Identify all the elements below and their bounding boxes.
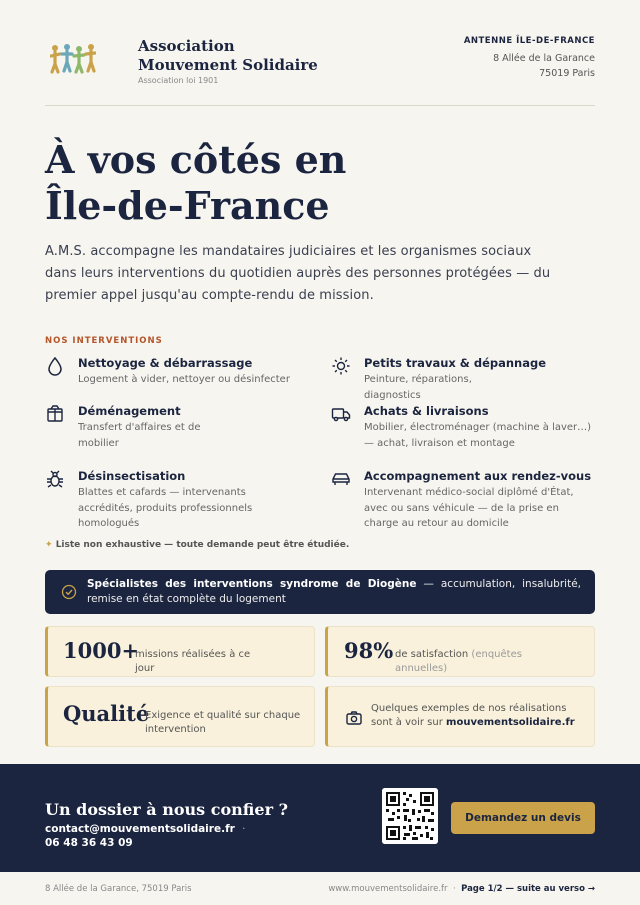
stat-label-muted: (enquêtes annuelles): [395, 649, 522, 674]
box-icon: [45, 404, 65, 424]
banner-text: [87, 577, 581, 607]
car-icon: [331, 469, 351, 489]
truck-icon: [331, 404, 351, 424]
check-circle-icon: [61, 584, 77, 600]
page-indicator: Page 1/2 — suite au verso →: [461, 884, 595, 894]
stat-card-examples: [325, 686, 595, 747]
contact-email[interactable]: contact@mouvementsolidaire.fr: [45, 823, 235, 835]
cta-contact: [45, 823, 245, 835]
org-subtitle: Association loi 1901: [138, 76, 219, 85]
service-title: Nettoyage & débarrassage: [78, 356, 253, 370]
footer-website[interactable]: www.mouvementsolidaire.fr: [328, 884, 448, 894]
qr-code-icon[interactable]: [382, 788, 438, 844]
banner-bold: Spécialistes des interventions syndrome de Diogène: [87, 578, 417, 590]
org-name: [138, 37, 338, 75]
service-desc: Intervenant médico-social diplômé d'État, avec ou sans véhicule — de la prise en charge au retour au domicile: [364, 487, 574, 529]
title-line1: À vos côtés en: [45, 137, 347, 182]
contact-phone[interactable]: 06 48 36 43 09: [45, 837, 133, 849]
separator: ·: [242, 823, 246, 835]
stat-card-missions: [45, 626, 315, 677]
footer-address: 8 Allée de la Garance, 75019 Paris: [45, 884, 192, 894]
stat-label: [371, 702, 581, 730]
org-name-line1: Association: [138, 37, 235, 55]
stat-value: Qualité: [63, 701, 150, 726]
diogenes-banner: [45, 570, 595, 614]
bug-icon: [45, 469, 65, 489]
footer-separator: ·: [452, 884, 456, 894]
service-title: Déménagement: [78, 404, 181, 418]
service-desc: Mobilier, électroménager (machine à laver…) — achat, livraison et montage: [364, 422, 592, 449]
stat-label: Exigence et qualité sur chaque intervention: [145, 710, 301, 735]
address-line2: 75019 Paris: [539, 68, 595, 79]
service-title: Achats & livraisons: [364, 404, 489, 418]
intro-paragraph: A.M.S. accompagne les mandataires judiciaires et les organismes sociaux dans leurs interventions du quotidien auprès des personnes protégées — du premier appel jusqu'au compte-rendu de mission.: [45, 244, 551, 303]
header-divider: [45, 105, 595, 106]
drop-icon: [45, 356, 65, 376]
request-quote-button[interactable]: Demandez un devis: [451, 802, 595, 834]
antenne-label: ANTENNE ÎLE-DE-FRANCE: [463, 36, 595, 46]
stat-label-main: Quelques exemples de nos réalisations sont à voir sur: [371, 703, 567, 728]
stat-value: 98%: [344, 638, 394, 663]
sun-icon: [331, 356, 351, 376]
banner-rest: — accumulation, insalubrité, remise en état complète du logement: [87, 578, 581, 605]
service-title: Petits travaux & dépannage: [364, 356, 547, 370]
note-text: Liste non exhaustive — toute demande peut être étudiée.: [55, 540, 350, 550]
address-line1: 8 Allée de la Garance: [493, 53, 595, 64]
page-title: [45, 137, 605, 229]
logo-people-icon: [50, 42, 96, 76]
service-desc: Logement à vider, nettoyer ou désinfecter: [78, 374, 290, 385]
service-desc: Peinture, réparations, diagnostics: [364, 374, 472, 401]
service-title: Désinsectisation: [78, 469, 186, 483]
stat-card-satisfaction: [325, 626, 595, 677]
service-desc: Blattes et cafards — intervenants accrédités, produits professionnels homologués: [78, 487, 253, 529]
org-name-line2: Mouvement Solidaire: [138, 56, 318, 74]
services-note: [45, 540, 349, 550]
cta-title: Un dossier à nous confier ?: [45, 800, 288, 819]
stat-card-quality: [45, 686, 315, 747]
stat-value: 1000+: [63, 638, 140, 663]
service-desc: Transfert d'affaires et de mobilier: [78, 422, 201, 449]
stat-label: missions réalisées à ce jour: [135, 649, 251, 674]
title-line2: Île-de-France: [45, 183, 330, 228]
stat-label: [395, 648, 565, 676]
star-icon: ✦: [45, 540, 53, 550]
stat-label-main: de satisfaction: [395, 649, 469, 660]
website-link[interactable]: mouvementsolidaire.fr: [446, 717, 575, 728]
camera-icon: [345, 709, 363, 727]
services-heading: NOS INTERVENTIONS: [45, 336, 163, 346]
letterhead: [45, 32, 595, 92]
service-title: Accompagnement aux rendez-vous: [364, 469, 592, 483]
footer-right: [328, 884, 595, 894]
